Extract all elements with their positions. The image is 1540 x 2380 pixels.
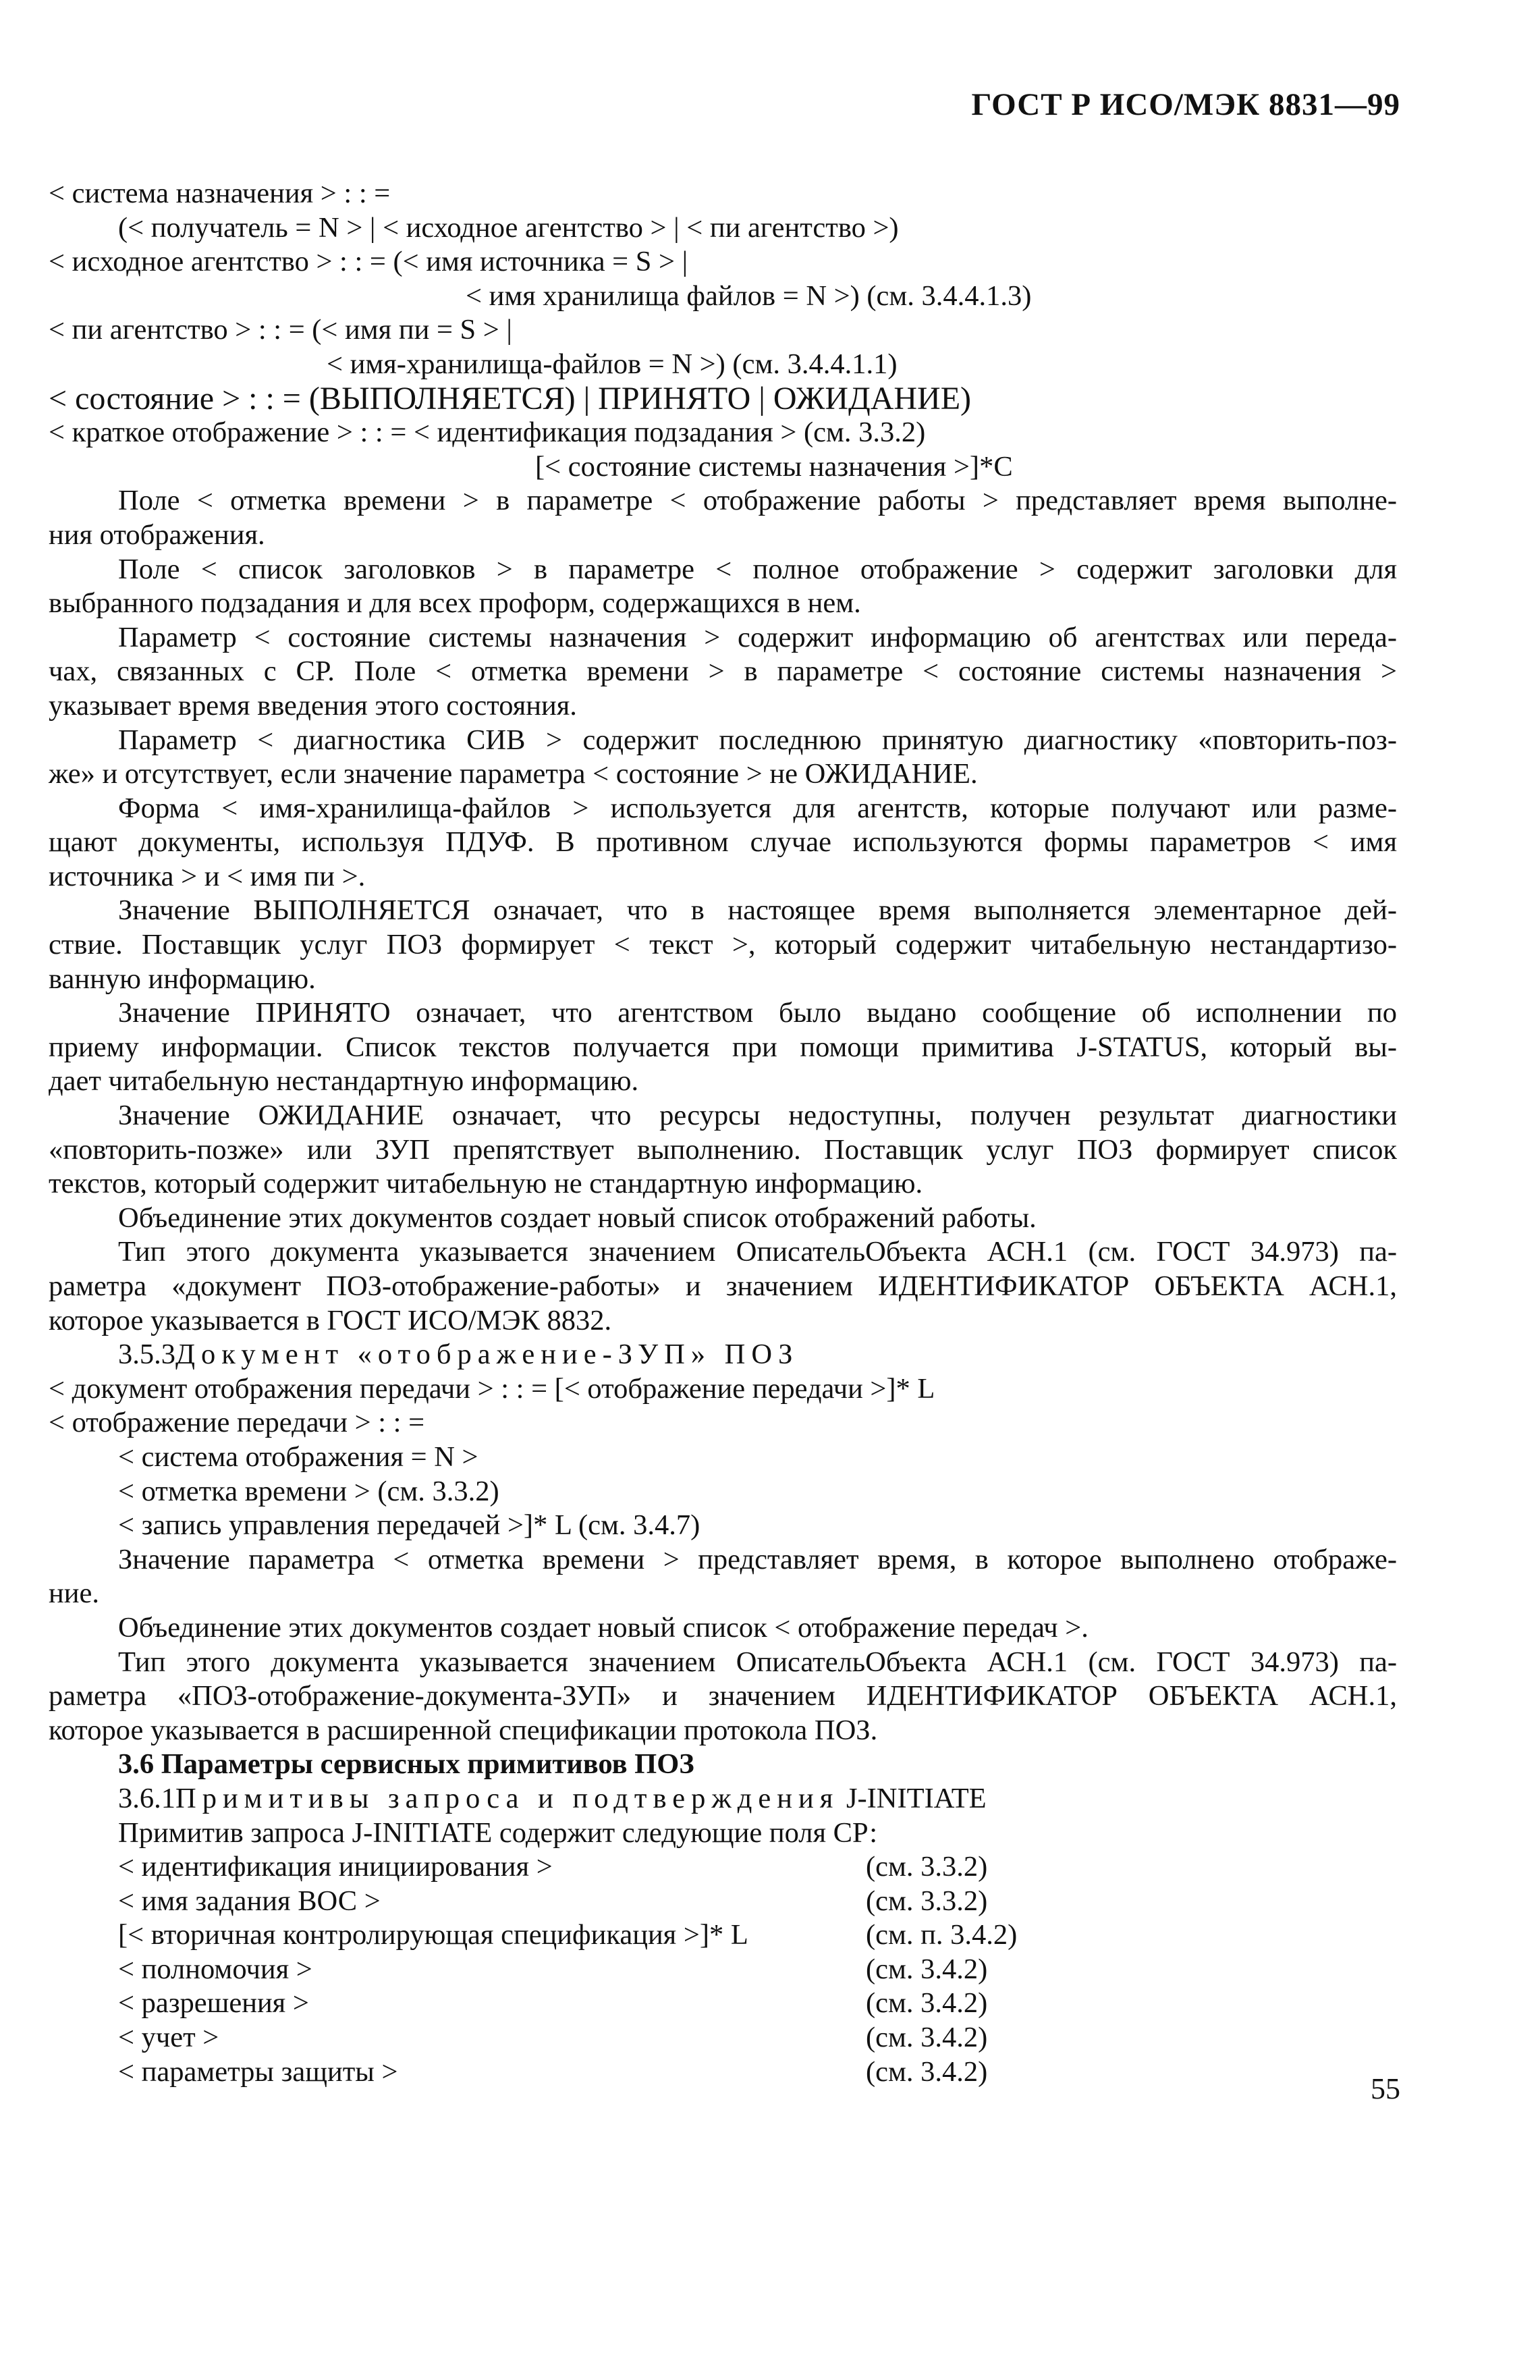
field-reference: (см. п. 3.4.2) xyxy=(866,1919,1018,1951)
field-row xyxy=(118,1986,1397,2021)
paragraph-line: Параметр < диагностика СИВ > содержит последнюю принятую диагностику «повторить-поз- xyxy=(118,724,1397,756)
field-reference: (см. 3.3.2) xyxy=(866,1885,988,1917)
definition-line: < система отображения = N > xyxy=(118,1440,478,1473)
section-number: 3.5.3 xyxy=(118,1338,175,1371)
field-reference: (см. 3.4.2) xyxy=(866,1987,988,2020)
paragraph-line: Поле < отметка времени > в параметре < отображение работы > представляет время выполне- xyxy=(118,485,1397,517)
paragraph-line: которое указывается в ГОСТ ИСО/МЭК 8832. xyxy=(49,1304,612,1336)
section-title: Примитивы запроса и подтверждения xyxy=(175,1782,840,1814)
paragraph-line: Тип этого документа указывается значением ОписательОбъекта АСН.1 (см. ГОСТ 34.973) па- xyxy=(118,1236,1397,1268)
definition-line: < исходное агентство > : : = (< имя источника = S > | xyxy=(49,246,688,278)
definition-line: < имя хранилища файлов = N >) (см. 3.4.4.1.3) xyxy=(466,279,1032,312)
paragraph-line: которое указывается в расширенной спецификации протокола ПОЗ. xyxy=(49,1714,878,1746)
paragraph-line: Объединение этих документов создает новый список < отображение передач >. xyxy=(118,1611,1089,1644)
paragraph-group-2 xyxy=(49,1543,1397,1748)
paragraph-line: же» и отсутствует, если значение параметра < состояние > не ОЖИДАНИЕ. xyxy=(49,758,978,790)
paragraph-line: раметра «ПОЗ-отображение-документа-ЗУП» и значением ИДЕНТИФИКАТОР ОБЪЕКТА АСН.1, xyxy=(49,1680,1397,1712)
section-number: 3.6 xyxy=(118,1748,155,1781)
definition-line: < отметка времени > (см. 3.3.2) xyxy=(118,1475,499,1507)
paragraph-line: «повторить-позже» или ЗУП препятствует выполнению. Поставщик услуг ПОЗ формирует список xyxy=(49,1133,1397,1166)
paragraph-line: ствие. Поставщик услуг ПОЗ формирует < текст >, который содержит читабельную нестандартизо- xyxy=(49,929,1397,961)
field-reference: (см. 3.4.2) xyxy=(866,1953,988,1985)
field-reference: (см. 3.4.2) xyxy=(866,2022,988,2054)
paragraph-line: Форма < имя-хранилища-файлов > используется для агентств, которые получают или разме- xyxy=(118,792,1397,824)
section-3-6-1-heading xyxy=(49,1782,1397,1816)
definition-line: < пи агентство > : : = (< имя пи = S > | xyxy=(49,314,512,346)
paragraph-line: выбранного подзадания и для всех проформ, содержащихся в нем. xyxy=(49,587,861,620)
field-name: < имя задания ВОС > xyxy=(118,1885,381,1917)
paragraph-line: Объединение этих документов создает новый список отображений работы. xyxy=(118,1201,1037,1234)
field-name: [< вторичная контролирующая спецификация >]* L xyxy=(118,1919,748,1951)
field-row xyxy=(118,1885,1397,1919)
definition-line: [< состояние системы назначения >]*C xyxy=(535,450,1013,483)
field-row xyxy=(118,1953,1397,1987)
paragraph-line: приему информации. Список текстов получается при помощи примитива J-STATUS, который вы- xyxy=(49,1031,1397,1063)
section-title-tail: J-INITIATE xyxy=(846,1782,987,1814)
paragraph-line: Значение ПРИНЯТО означает, что агентством было выдано сообщение об исполнении по xyxy=(118,997,1397,1029)
section-number: 3.6.1 xyxy=(118,1782,175,1814)
section-title: Документ «отображение-ЗУП» ПОЗ xyxy=(175,1338,799,1371)
field-row xyxy=(118,1850,1397,1885)
field-name: < идентификация инициирования > xyxy=(118,1851,553,1883)
field-name: < параметры защиты > xyxy=(118,2055,398,2088)
field-name: < полномочия > xyxy=(118,1953,312,1985)
paragraph-line: Значение ОЖИДАНИЕ означает, что ресурсы недоступны, получен результат диагностики xyxy=(118,1100,1397,1132)
paragraph-line: Тип этого документа указывается значением ОписательОбъекта АСН.1 (см. ГОСТ 34.973) па- xyxy=(118,1646,1397,1678)
definition-line: < система назначения > : : = xyxy=(49,178,391,209)
paragraph-line: Значение параметра < отметка времени > представляет время, в которое выполнено отображе- xyxy=(118,1543,1397,1575)
definition-line: < состояние > : : = (ВЫПОЛНЯЕТСЯ) | ПРИНЯТО | ОЖИДАНИЕ) xyxy=(49,380,972,416)
paragraph-line: источника > и < имя пи >. xyxy=(49,860,366,892)
paragraph-line: ние. xyxy=(49,1577,99,1610)
paragraph-line: текстов, который содержит читабельную не стандартную информацию. xyxy=(49,1168,923,1200)
paragraph-line: указывает время введения этого состояния. xyxy=(49,689,577,722)
paragraph-line: Параметр < состояние системы назначения > содержит информацию об агентствах или переда- xyxy=(118,621,1397,653)
definition-line: < имя-хранилища-файлов = N >) (см. 3.4.4.1.1) xyxy=(327,348,898,380)
page-number: 55 xyxy=(1371,2072,1400,2105)
paragraph-line: чах, связанных с СР. Поле < отметка времени > в параметре < состояние системы назначения > xyxy=(49,655,1397,688)
definition-line: < краткое отображение > : : = < идентификация подзадания > (см. 3.3.2) xyxy=(49,416,926,449)
field-row xyxy=(118,1918,1397,1953)
definition-line: < отображение передачи > : : = xyxy=(49,1407,425,1439)
field-name: < разрешения > xyxy=(118,1987,309,2020)
section-3-5-3-heading xyxy=(49,1338,1397,1372)
standard-code-header: ГОСТ Р ИСО/МЭК 8831—99 xyxy=(971,87,1400,122)
field-name: < учет > xyxy=(118,2022,219,2054)
section-3-6-heading xyxy=(49,1748,1397,1782)
fields-list xyxy=(49,1850,1397,2089)
definitions-block-mid xyxy=(49,1372,1397,1543)
paragraph-line: Поле < список заголовков > в параметре < полное отображение > содержит заголовки для xyxy=(118,553,1397,585)
definition-line: (< получатель = N > | < исходное агентство > | < пи агентство >) xyxy=(118,211,899,244)
field-reference: (см. 3.4.2) xyxy=(866,2055,988,2088)
field-reference: (см. 3.3.2) xyxy=(866,1851,988,1883)
field-row xyxy=(118,2055,1397,2090)
section-3-6-1-intro: Примитив запроса J-INITIATE содержит следующие поля СР: xyxy=(118,1816,878,1849)
paragraph-line: раметра «документ ПОЗ-отображение-работы» и значением ИДЕНТИФИКАТОР ОБЪЕКТА АСН.1, xyxy=(49,1270,1397,1302)
paragraph-line: ванную информацию. xyxy=(49,963,316,995)
paragraph-line: щают документы, используя ПДУФ. В противном случае используются формы параметров < имя xyxy=(49,826,1397,859)
definitions-block-top xyxy=(49,177,1397,484)
paragraph-line: дает читабельную нестандартную информацию. xyxy=(49,1065,639,1098)
definition-line: < запись управления передачей >]* L (см. 3.4.7) xyxy=(118,1509,700,1542)
field-row xyxy=(118,2021,1397,2055)
paragraph-line: ния отображения. xyxy=(49,518,265,551)
page-body xyxy=(49,177,1397,2089)
section-title: Параметры сервисных примитивов ПОЗ xyxy=(161,1748,694,1781)
paragraph-group-1 xyxy=(49,484,1397,1338)
paragraph-line: Значение ВЫПОЛНЯЕТСЯ означает, что в настоящее время выполняется элементарное дей- xyxy=(118,894,1397,927)
definition-line: < документ отображения передачи > : : = [< отображение передачи >]* L xyxy=(49,1372,935,1405)
